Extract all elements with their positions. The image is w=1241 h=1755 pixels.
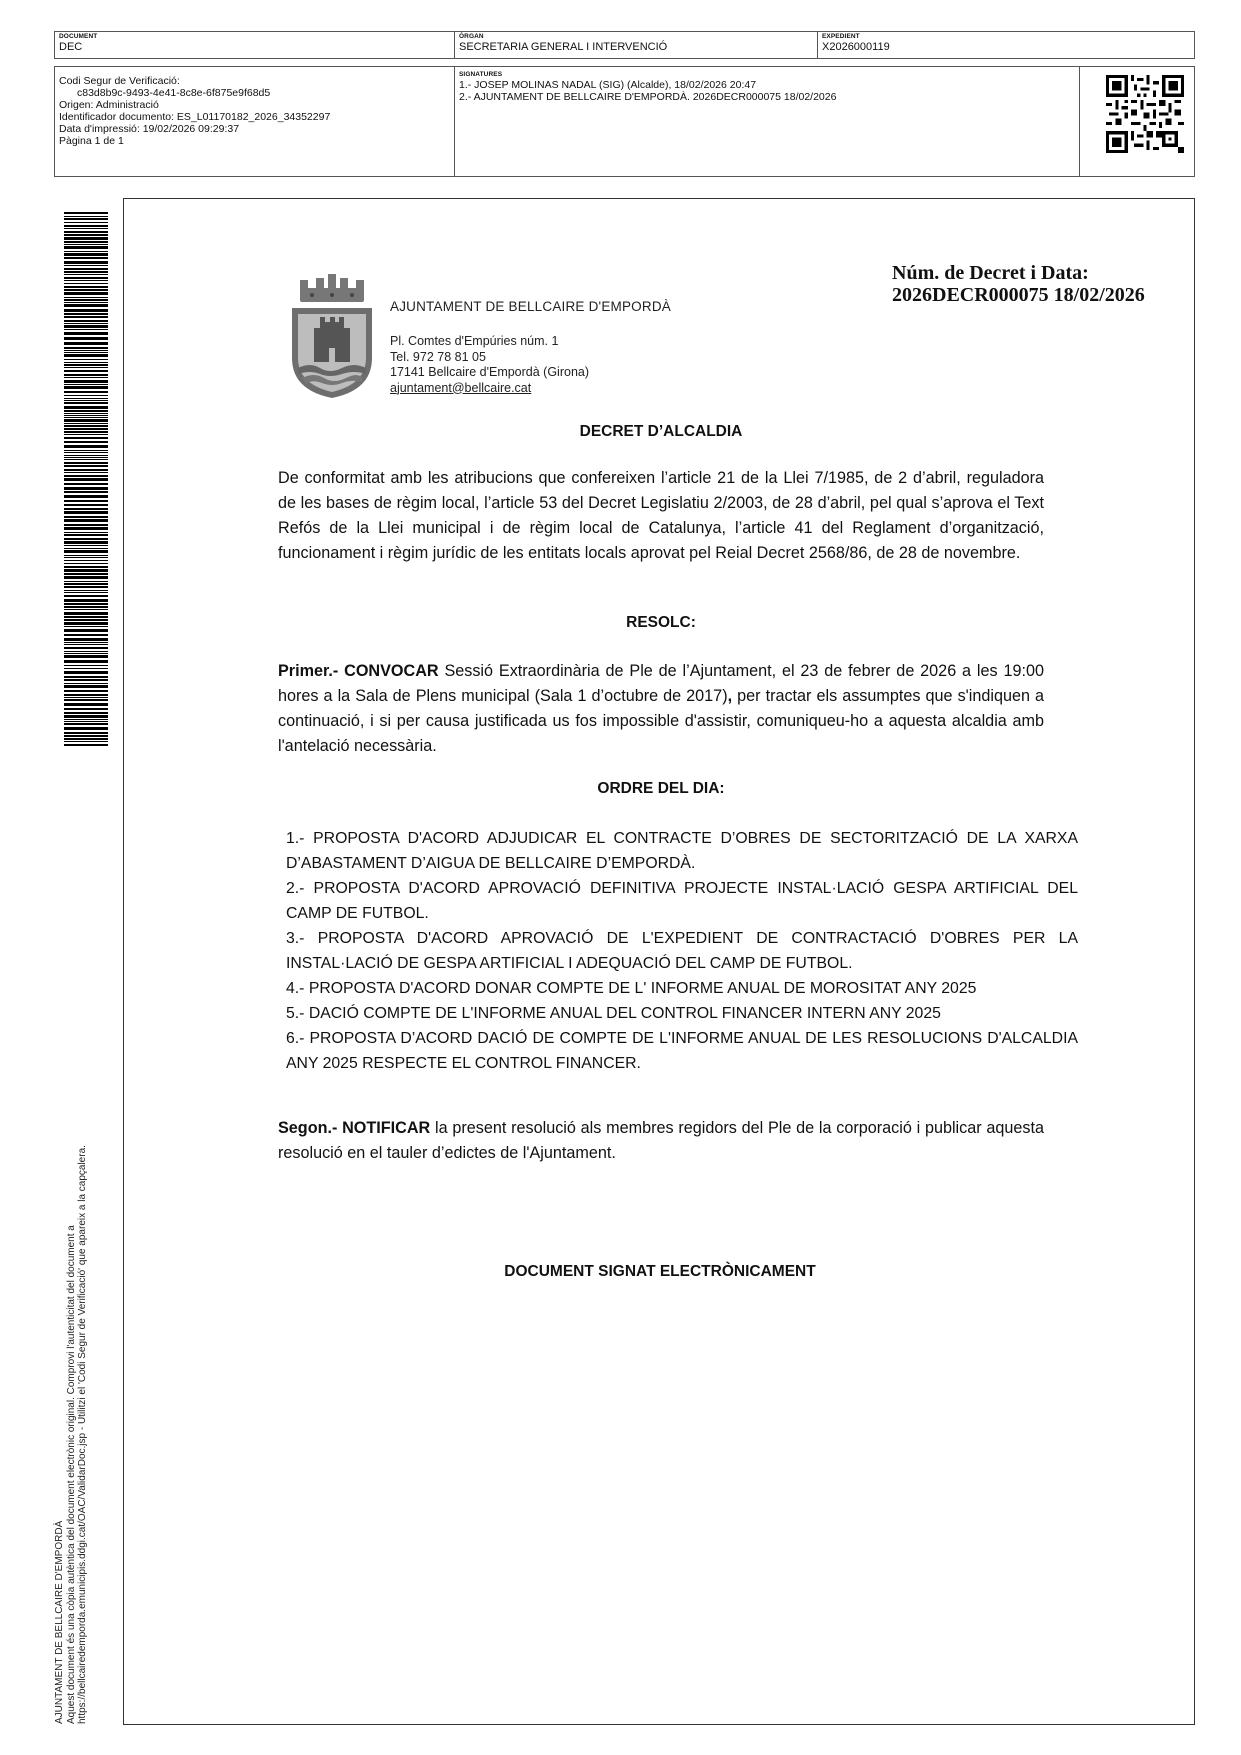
- city-line: 17141 Bellcaire d'Empordà (Girona): [390, 365, 590, 379]
- first-comma: ,: [727, 687, 733, 705]
- municipality-name: AJUNTAMENT DE BELLCAIRE D'EMPORDÀ: [390, 299, 671, 314]
- organ-value: SECRETARIA GENERAL I INTERVENCIÓ: [459, 41, 668, 53]
- coat-of-arms-logo: [284, 274, 380, 400]
- decree-number-block: [892, 262, 1145, 306]
- signatures-cell: [455, 67, 1194, 176]
- side-text-line-1: AJUNTAMENT DE BELLCAIRE D'EMPORDÀ: [54, 1520, 65, 1724]
- qr-cell: [1079, 67, 1194, 176]
- resolc-heading: RESOLC:: [626, 614, 696, 631]
- address-line: Pl. Comtes d'Empúries núm. 1: [390, 334, 559, 348]
- first-lead: Primer.- CONVOCAR: [278, 662, 439, 680]
- decree-number-label: Núm. de Decret i Data:: [892, 262, 1089, 284]
- agenda-item-1: 1.- PROPOSTA D'ACORD ADJUDICAR EL CONTRACTE D’OBRES DE SECTORITZACIÓ DE LA XARXA D’ABASTAMENT D’AIGUA DE BELLCAIRE D’EMPORDÀ.: [286, 830, 1078, 872]
- organ-cell: [455, 32, 818, 58]
- print-date-line: Data d'impressió: 19/02/2026 09:29:37: [59, 123, 240, 135]
- second-paragraph: [278, 1116, 1044, 1166]
- verification-meta: [55, 67, 455, 176]
- signatures-label: SIGNATURES: [459, 71, 503, 78]
- first-paragraph: [278, 659, 1044, 759]
- signature-2: 2.- AJUNTAMENT DE BELLCAIRE D'EMPORDÀ. 2026DECR000075 18/02/2026: [459, 91, 837, 103]
- side-authenticity-text: [54, 964, 89, 1724]
- side-text-line-2: Aquest document és una còpia autèntica del document electrònic original. Comprovi l'autenticitat del document a: [65, 1225, 77, 1724]
- agenda-heading: ORDRE DEL DIA:: [597, 780, 725, 797]
- agenda-item-4: 4.- PROPOSTA D'ACORD DONAR COMPTE DE L' INFORME ANUAL DE MOROSITAT ANY 2025: [286, 980, 977, 997]
- first-text-a: Sessió Extraordinària de Ple de l’Ajuntament, el 23 de febrer de 2026 a les 19:00 hores a la Sala de Plens municipal (Sala 1 d’octubre de 2017): [278, 662, 1044, 705]
- first-text-b: per tractar els assumptes que s'indiquen a continuació, i si per causa justificada us fos impossible d'assistir, comuniqueu-ho a aquesta alcaldia amb l'antelació necessària.: [278, 687, 1045, 755]
- agenda-item-5: 5.- DACIÓ COMPTE DE L'INFORME ANUAL DEL CONTROL FINANCER INTERN ANY 2025: [286, 1005, 941, 1022]
- expedient-value: X2026000119: [822, 41, 890, 53]
- document-cell: [55, 32, 455, 58]
- agenda-item-3: 3.- PROPOSTA D'ACORD APROVACIÓ DE L'EXPEDIENT DE CONTRACTACIÓ D'OBRES PER LA INSTAL·LACIÓ DE GESPA ARTIFICIAL I ADEQUACIÓ DEL CAMP DE FUTBOL.: [286, 930, 1078, 972]
- signature-1: 1.- JOSEP MOLINAS NADAL (SIG) (Alcalde), 18/02/2026 20:47: [459, 79, 757, 91]
- email-link[interactable]: ajuntament@bellcaire.cat: [390, 380, 532, 395]
- side-text-line-3[interactable]: https://bellcairedemporda.emunicipis.ddgi.cat/OAC/ValidarDoc.jsp - Utilitzi el 'Codi Segur de Verificació' que apareix a la capçalera.: [77, 1145, 88, 1724]
- letterhead-address: [390, 334, 589, 396]
- header-top-row: [54, 31, 1195, 59]
- page-count-line: Pàgina 1 de 1: [59, 135, 124, 147]
- csv-code[interactable]: c83d8b9c-9493-4e41-8c8e-6f875e9f68d5: [77, 87, 271, 99]
- decree-number-value: 2026DECR000075 18/02/2026: [892, 284, 1145, 306]
- qr-code-icon[interactable]: [1106, 75, 1184, 153]
- second-text: la present resolució als membres regidors del Ple de la corporació i publicar aquesta resolució en el tauler d’edictes de l'Ajuntament.: [278, 1119, 1044, 1162]
- intro-paragraph: De conformitat amb les atribucions que confereixen l’article 21 de la Llei 7/1985, de 2 d’abril, reguladora de les bases de règim local, l’article 53 del Decret Legislatiu 2/2003, de 28 d’abril, pel qual s’aprova el Text Refós de la Llei municipal i de règim local de Catalunya, l’article 41 del Reglament d’organització, funcionament i règim jurídic de les entitats locals aprovat pel Reial Decret 2568/86, de 28 de novembre.: [278, 469, 1044, 562]
- side-barcode-icon: [64, 212, 108, 746]
- document-label: DOCUMENT: [59, 33, 98, 40]
- organ-label: ÒRGAN: [459, 33, 484, 40]
- identifier-line: Identificador documento: ES_L01170182_2026_34352297: [59, 111, 331, 123]
- phone-line: Tel. 972 78 81 05: [390, 349, 486, 364]
- csv-label: Codi Segur de Verificació:: [59, 75, 180, 87]
- signed-electronically: DOCUMENT SIGNAT ELECTRÒNICAMENT: [504, 1263, 816, 1280]
- agenda-list: [286, 826, 1078, 1076]
- origin-line: Origen: Administració: [59, 99, 159, 111]
- agenda-item-6: 6.- PROPOSTA D’ACORD DACIÓ DE COMPTE DE L'INFORME ANUAL DE LES RESOLUCIONS D'ALCALDIA ANY 2025 RESPECTE EL CONTROL FINANCER.: [286, 1030, 1078, 1072]
- decree-title: DECRET D’ALCALDIA: [579, 423, 743, 440]
- document-value: DEC: [59, 41, 83, 53]
- expedient-label: EXPEDIENT: [822, 33, 860, 40]
- second-lead: Segon.- NOTIFICAR: [278, 1119, 431, 1137]
- expedient-cell: [818, 32, 1194, 58]
- header-bottom-row: [54, 66, 1195, 177]
- agenda-item-2: 2.- PROPOSTA D'ACORD APROVACIÓ DEFINITIVA PROJECTE INSTAL·LACIÓ GESPA ARTIFICIAL DEL CAMP DE FUTBOL.: [286, 880, 1078, 922]
